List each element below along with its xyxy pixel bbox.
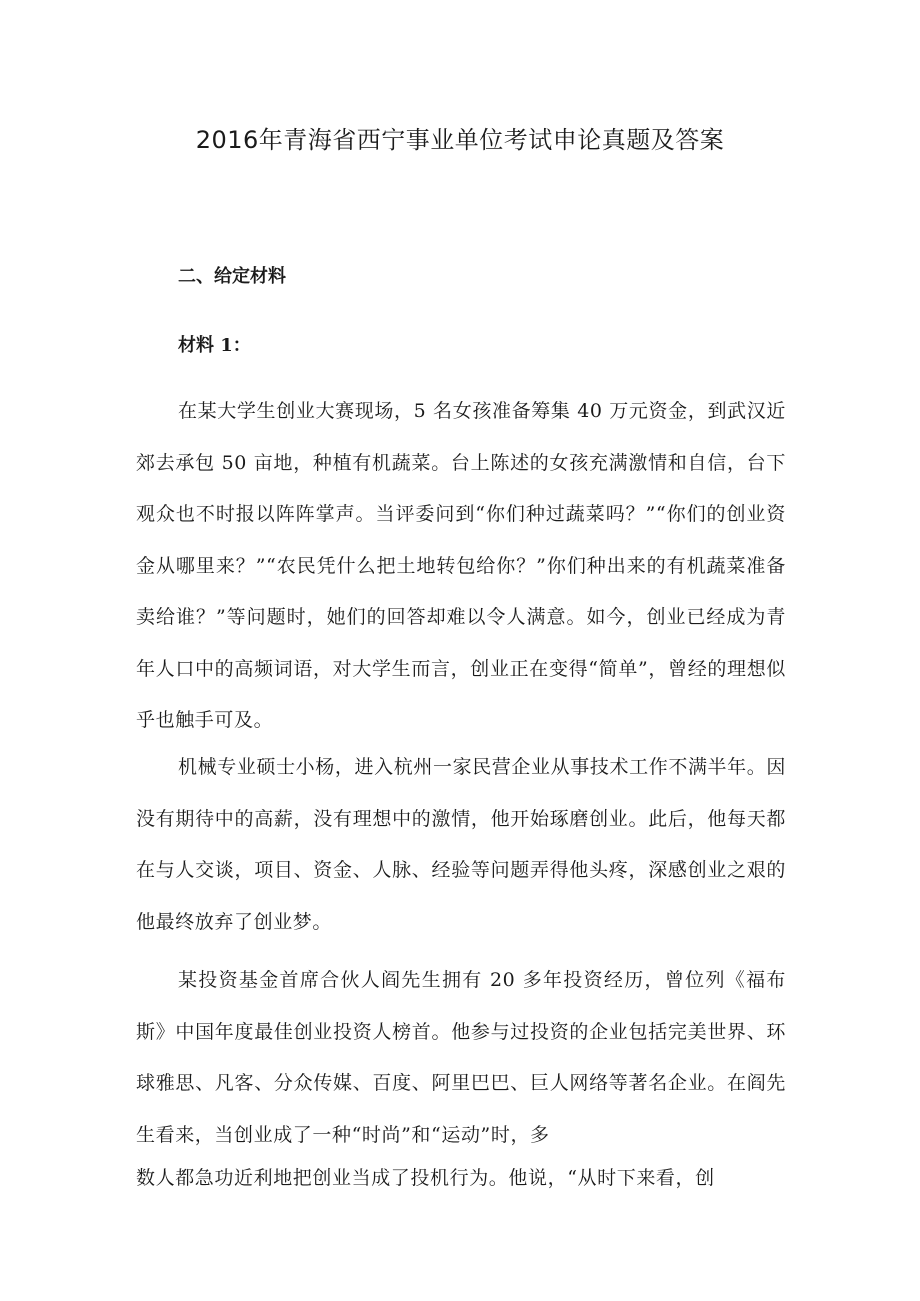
paragraph-1: 在某大学生创业大赛现场，5 名女孩准备筹集 40 万元资金，到武汉近郊去承包 50 亩地，种植有机蔬菜。台上陈述的女孩充满激情和自信，台下观众也不时报以阵阵掌声。当评委问到“你们种过蔬菜吗？”“你们的创业资金从哪里来？”“农民凭什么把土地转包给你？”你们种出来的有机蔬菜准备卖给谁？”等问题时，她们的回答却难以令人满意。如今，创业已经成为青年人口中的高频词语，对大学生而言，创业正在变得“简单”，曾经的理想似乎也触手可及。 [136,400,786,731]
paragraph-continuation-line: 数人都急功近利地把创业当成了投机行为。他说，“从时下来看，创 [136,1167,715,1189]
material-label: 材料 1： [178,335,251,356]
section-heading: 二、给定材料 [178,266,286,287]
document-title: 2016年青海省西宁事业单位考试申论真题及答案 [195,126,725,154]
paragraph-3: 某投资基金首席合伙人阎先生拥有 20 多年投资经历，曾位列《福布斯》中国年度最佳创业投资人榜首。他参与过投资的企业包括完美世界、环球雅思、凡客、分众传媒、百度、阿里巴巴、巨人网络等著名企业。在阎先生看来，当创业成了一种“时尚”和“运动”时，多 [136,969,786,1146]
paragraph-2: 机械专业硕士小杨，进入杭州一家民营企业从事技术工作不满半年。因没有期待中的高薪，没有理想中的激情，他开始琢磨创业。此后，他每天都在与人交谈，项目、资金、人脉、经验等问题弄得他头疼，深感创业之艰的他最终放弃了创业梦。 [136,756,786,933]
